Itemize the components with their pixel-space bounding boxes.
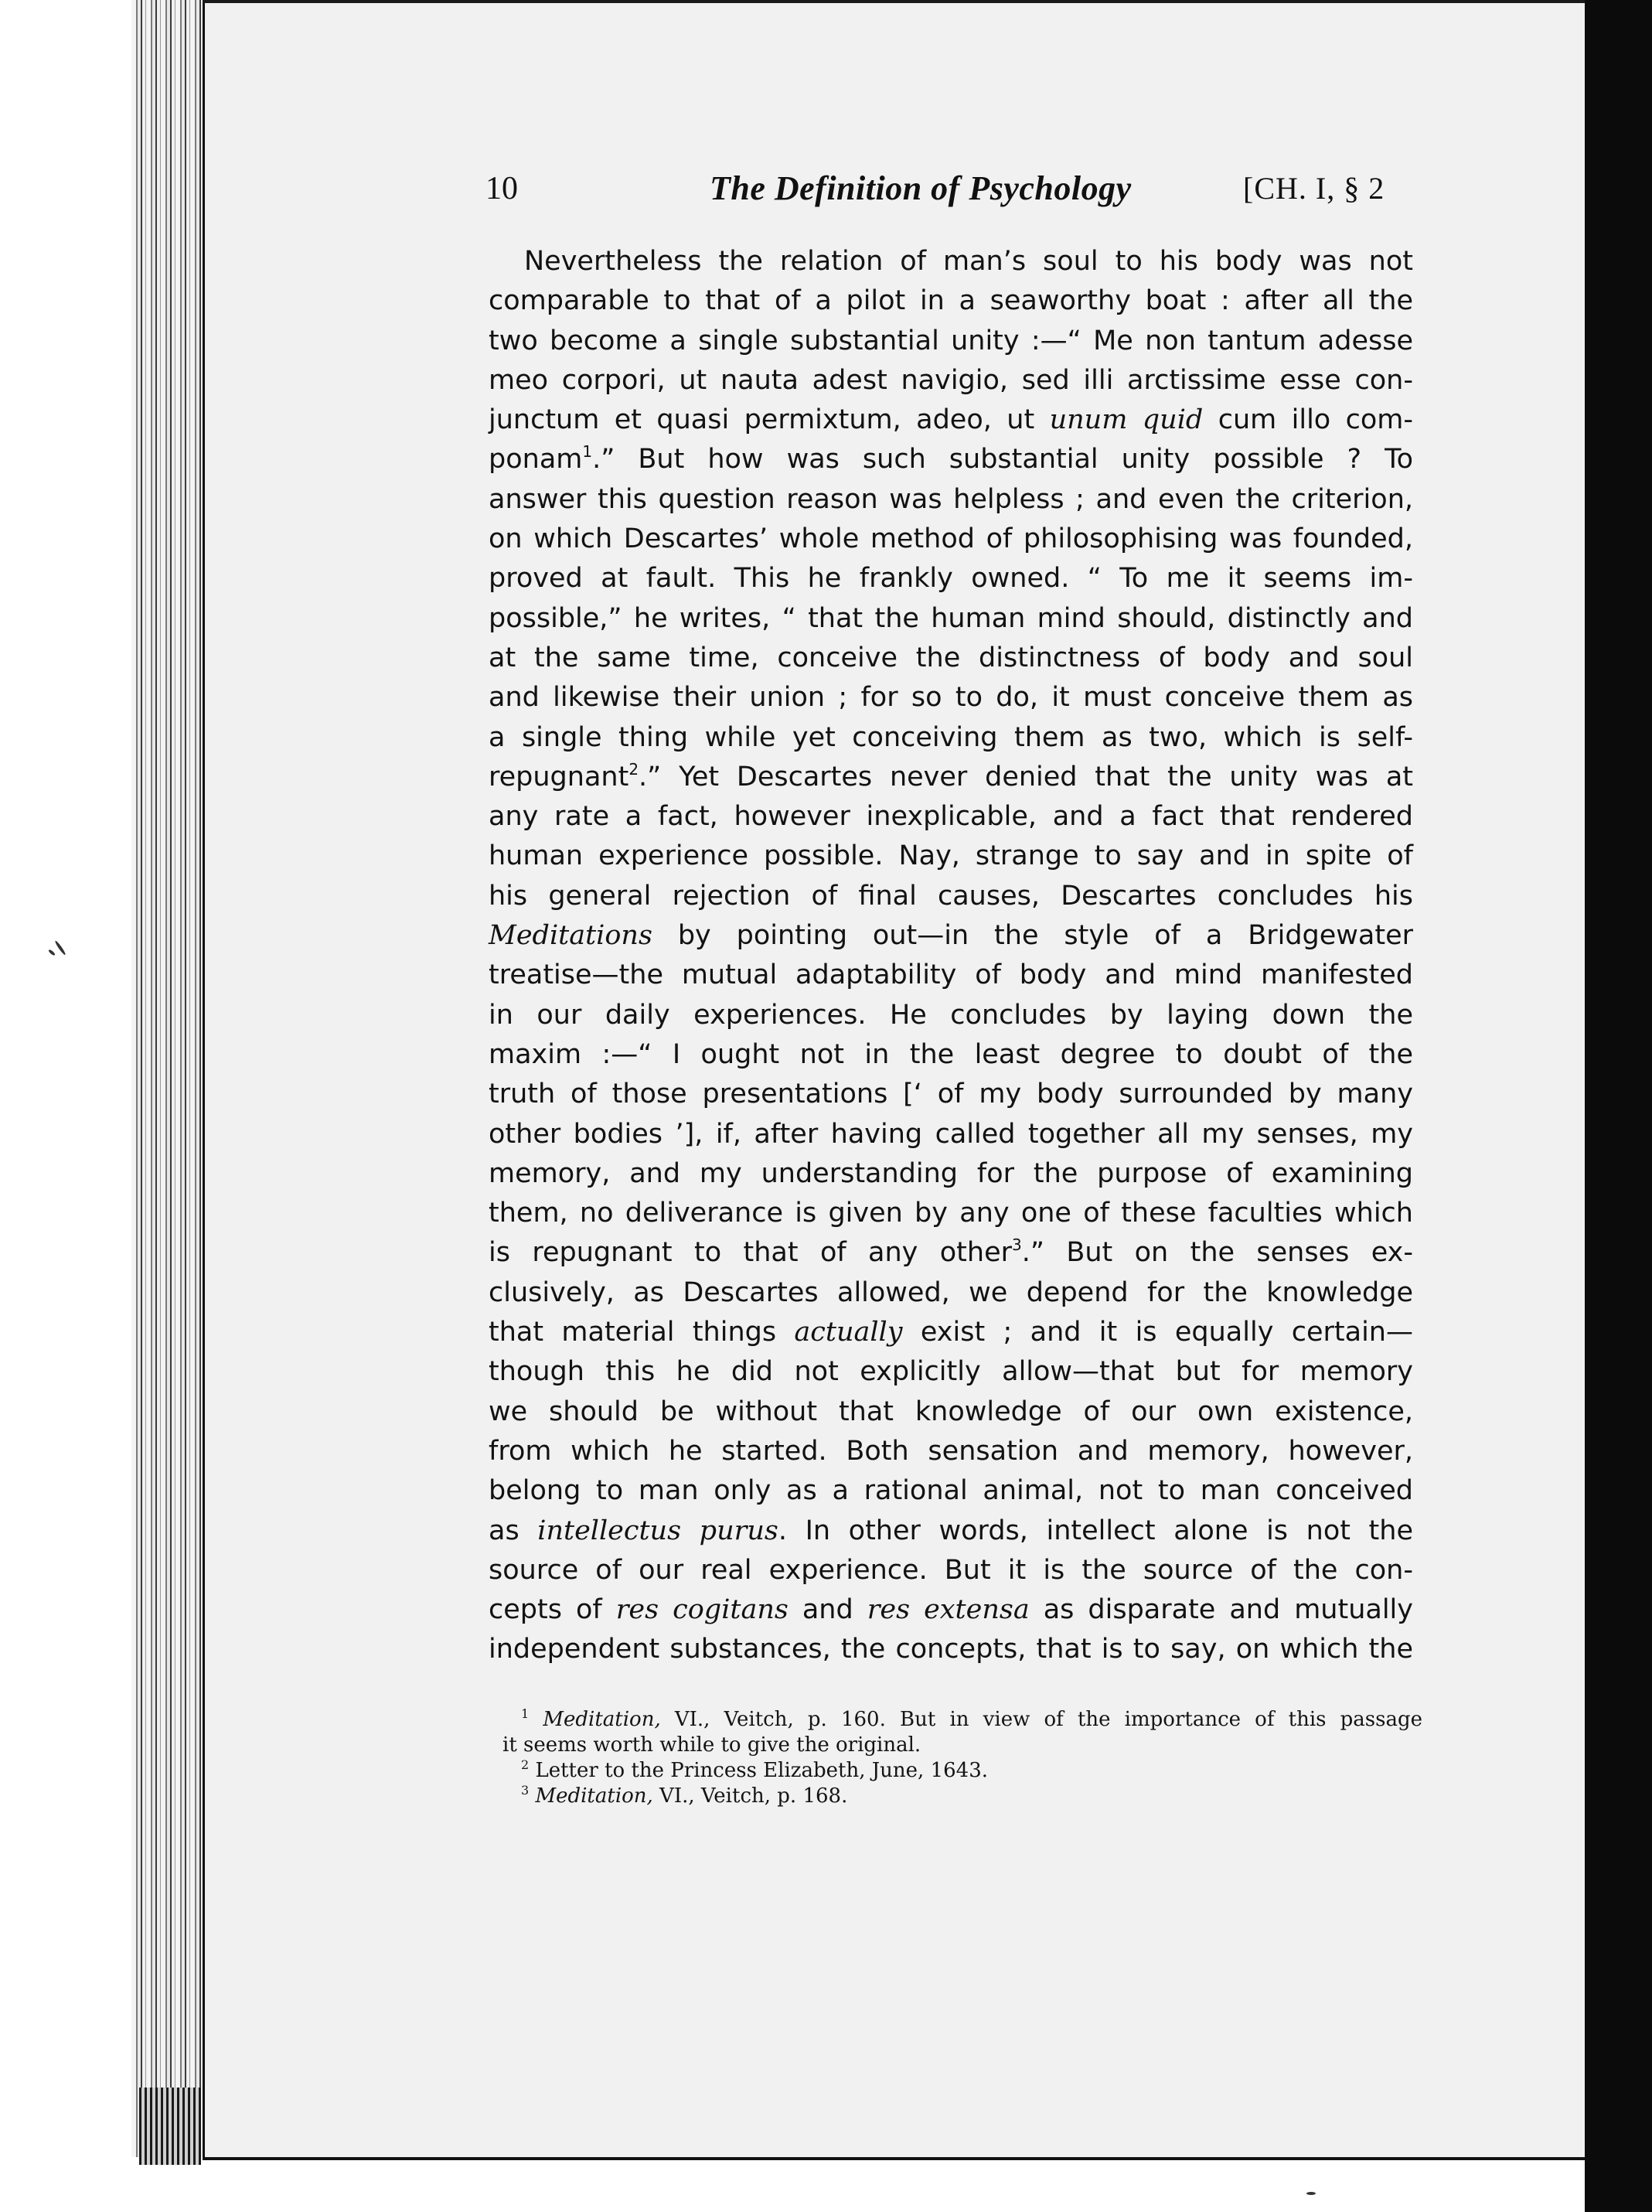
text-line: comparable to that of a pilot in a seaworthy boat : after all the (489, 285, 1413, 317)
text-line: on which Descartes’ whole method of philosophising was founded, (489, 523, 1413, 555)
text-line: belong to man only as a rational animal, not to man conceived (489, 1475, 1413, 1507)
text-line: though this he did not explicitly allow—that but for memory (489, 1356, 1413, 1388)
text-line: human experience possible. Nay, strange to say and in spite of (489, 840, 1413, 872)
text-line: proved at fault. This he frankly owned. “ To me it seems im- (489, 563, 1413, 595)
text-line: repugnant$^2$.” Yet Descartes never denied that the unity was at (489, 759, 1413, 792)
text-line: truth of those presentations [‘ of my body surrounded by many (489, 1079, 1413, 1110)
italic-phrase: res extensa (867, 1594, 1030, 1626)
text-line: memory, and my understanding for the purpose of examining (489, 1157, 1413, 1189)
text-line: source of our real experience. But it is the source of the con- (489, 1554, 1413, 1586)
footnote-3: $^3$ Meditation, VI., Veitch, p. 168. (521, 1783, 848, 1808)
italic-phrase: unum quid (1049, 404, 1204, 436)
text-line: answer this question reason was helpless ; and even the criterion, (489, 483, 1413, 515)
text-line: treatise—the mutual adaptability of body and mind manifested (489, 959, 1413, 991)
text-line: and likewise their union ; for so to do, it must conceive them as (489, 682, 1413, 714)
italic-phrase: Meditations (489, 920, 652, 952)
italic-phrase: res cogitans (615, 1594, 789, 1626)
text-line: independent substances, the concepts, that is to say, on which the (489, 1634, 1413, 1665)
chapter-section-reference: [CH. I, § 2 (1243, 171, 1385, 206)
footnotes (502, 1707, 1422, 1809)
page-top-edge (203, 0, 1585, 3)
footnote-1: $^1$ Meditation, VI., Veitch, p. 160. But in view of the importance of this passage (521, 1706, 1422, 1731)
body-text (489, 242, 1413, 1670)
text-line: ponam$^1$.” But how was such substantial unity possible ? To (489, 442, 1413, 475)
text-line: as intellectus purus. In other words, intellect alone is not the (489, 1515, 1413, 1546)
text-line: two become a single substantial unity :—“ Me non tantum adesse (489, 325, 1413, 356)
text-line: other bodies ’], if, after having called together all my senses, my (489, 1118, 1413, 1150)
text-line: them, no deliverance is given by any one of these faculties which (489, 1198, 1413, 1229)
text-line: in our daily experiences. He concludes by laying down the (489, 999, 1413, 1031)
text-line: possible,” he writes, “ that the human mind should, distinctly and (489, 602, 1413, 634)
footnote-mark: 3 (1012, 1236, 1022, 1255)
text-line: is repugnant to that of any other$^3$.” But on the senses ex- (489, 1236, 1413, 1269)
footnote-1-continuation: it seems worth while to give the original. (502, 1733, 921, 1757)
footnote-mark: 2 (628, 759, 639, 779)
scan-speck (54, 940, 66, 956)
text-line: meo corpori, ut nauta adest navigio, sed illi arctissime esse con- (489, 364, 1413, 396)
text-line: Nevertheless the relation of man’s soul to his body was not (524, 246, 1413, 277)
running-title: The Definition of Psychology (710, 169, 1132, 207)
text-line: his general rejection of final causes, Descartes concludes his (489, 880, 1413, 912)
text-line: maxim :—“ I ought not in the least degree to doubt of the (489, 1038, 1413, 1070)
italic-phrase: actually (794, 1317, 903, 1348)
book-page-edges (131, 0, 209, 2157)
text-line: cepts of res cogitans and res extensa as disparate and mutually (489, 1594, 1413, 1626)
footnote-2: $^2$ Letter to the Princess Elizabeth, June, 1643. (521, 1757, 988, 1782)
footnote-mark: 1 (582, 442, 593, 462)
book-page-edges-bottom (139, 2088, 201, 2165)
text-line: a single thing while yet conceiving them as two, which is self- (489, 721, 1413, 753)
text-line: we should be without that knowledge of our own existence, (489, 1396, 1413, 1427)
text-line: junctum et quasi permixtum, adeo, ut unum quid cum illo com- (489, 404, 1413, 436)
text-line: clusively, as Descartes allowed, we depend for the knowledge (489, 1276, 1413, 1308)
italic-phrase: intellectus purus (537, 1515, 778, 1546)
text-line: Meditations by pointing out—in the style of a Bridgewater (489, 920, 1413, 952)
book-binding-edge (1585, 0, 1652, 2212)
text-line: at the same time, conceive the distinctness of body and soul (489, 642, 1413, 673)
scan-speck (48, 949, 56, 956)
text-line: from which he started. Both sensation and memory, however, (489, 1435, 1413, 1467)
scan-speck (1306, 2192, 1316, 2195)
text-line: any rate a fact, however inexplicable, and a fact that rendered (489, 801, 1413, 833)
text-line: that material things actually exist ; and it is equally certain— (489, 1317, 1413, 1348)
page-number: 10 (485, 171, 518, 206)
running-header (485, 170, 1413, 216)
